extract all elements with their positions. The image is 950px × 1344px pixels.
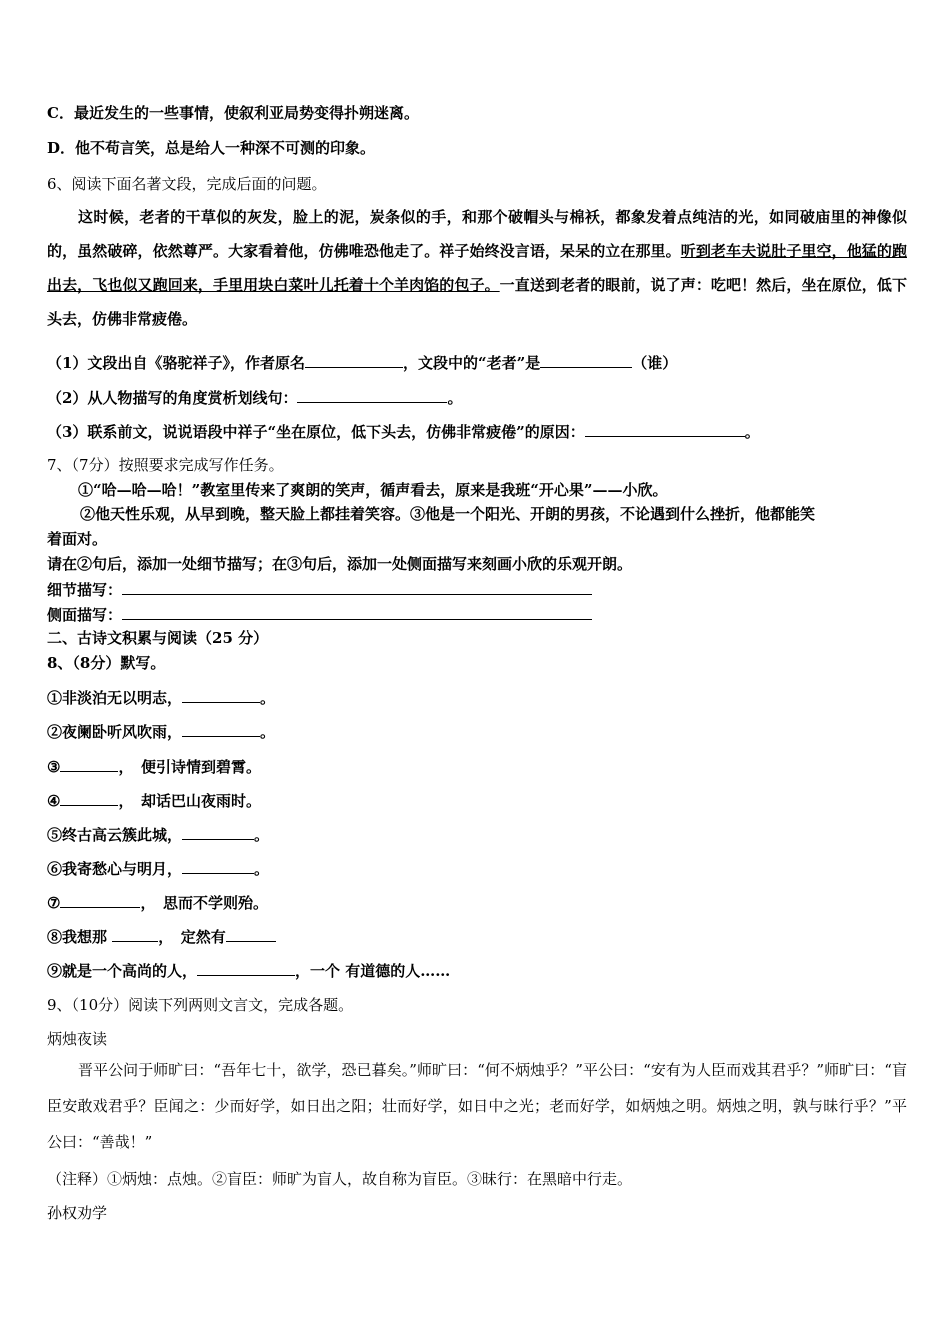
answer-blank[interactable] [60, 756, 118, 772]
q6-passage: 这时候，老者的干草似的灰发，脸上的泥，炭条似的手，和那个破帽头与棉袄，都象发着点纯洁的光，如同破庙里的神像似的，虽然破碎，依然尊严。大家看着他，仿佛唯恐他走了。祥子始终没言语，呆呆的立在那里。听到老车夫说肚子里空，他猛的跑出去，飞也似又跑回来，手里用块白菜叶儿托着十个羊肉馅的包子。一直送到老者的眼前，说了声：吃吧！然后，坐在原位，低下头去，仿佛非常疲倦。 [47, 208, 907, 328]
q8-item-5: ⑤终古高云簇此城， 。 [47, 826, 270, 844]
answer-blank[interactable] [305, 352, 403, 368]
section-2-heading: 二、古诗文积累与阅读（25 分） [47, 629, 269, 647]
q7-instruction: 请在②句后，添加一处细节描写；在③句后，添加一处侧面描写来刻画小欣的乐观开朗。 [47, 555, 633, 573]
q8-item-6: ⑥我寄愁心与明月， 。 [47, 860, 270, 878]
q9-notes: （注释）①炳烛：点烛。②盲臣：师旷为盲人，故自称为盲臣。③昧行：在黑暗中行走。 [47, 1170, 633, 1188]
q7-line3: 着面对。 [47, 530, 108, 548]
option-d: D．他不苟言笑，总是给人一种深不可测的印象。 [47, 139, 376, 157]
q7-side-field: 侧面描写： [47, 604, 906, 625]
q8-item-1: ①非淡泊无以明志， 。 [47, 689, 276, 707]
q7-detail-field: 细节描写： [47, 579, 906, 600]
question-6-title: 6、阅读下面名著文段，完成后面的问题。 [47, 175, 327, 193]
q8-item-7: ⑦ ， 思而不学则殆。 [47, 894, 268, 912]
answer-blank[interactable] [112, 926, 158, 942]
option-c: C．最近发生的一些事情，使叙利亚局势变得扑朔迷离。 [47, 104, 419, 122]
underlined-sentence: 听到老车夫说肚子里空，他猛的跑出去，飞也似又跑回来，手里用块白菜叶儿托着十个羊肉馅的包子。 [47, 242, 907, 294]
answer-blank[interactable] [122, 579, 592, 595]
question-9-title: 9、（10分）阅读下列两则文言文，完成各题。 [47, 996, 354, 1014]
q9-passage: 晋平公问于师旷曰：“吾年七十，欲学，恐已暮矣。”师旷曰：“何不炳烛乎？”平公曰：“安有为人臣而戏其君乎？”师旷曰：“盲臣安敢戏君乎？臣闻之：少而好学，如日出之阳；壮而好学，如日中之光；老而好学，如炳烛之明。炳烛之明，孰与昧行乎？”平公曰：“善哉！” [47, 1061, 907, 1151]
answer-blank[interactable] [182, 858, 254, 874]
q8-item-8: ⑧我想那 ， 定然有 [47, 926, 906, 947]
answer-blank[interactable] [297, 387, 447, 403]
answer-blank[interactable] [182, 687, 260, 703]
q8-item-3: ③ ， 便引诗情到碧霄。 [47, 758, 261, 776]
answer-blank[interactable] [226, 926, 276, 942]
answer-blank[interactable] [122, 604, 592, 620]
q6-sub2: （2）从人物描写的角度赏析划线句： 。 [47, 389, 463, 407]
q6-sub1: （1）文段出自《骆驼祥子》，作者原名 ，文段中的“老者”是 （谁） [47, 354, 678, 372]
answer-blank[interactable] [197, 960, 295, 976]
answer-blank[interactable] [182, 824, 254, 840]
q6-sub3: （3）联系前文，说说语段中祥子“坐在原位，低下头去，仿佛非常疲倦”的原因： 。 [47, 423, 760, 441]
q8-item-9: ⑨就是一个高尚的人， ，一个 有道德的人…… [47, 962, 451, 980]
answer-blank[interactable] [60, 790, 118, 806]
answer-blank[interactable] [60, 892, 140, 908]
q7-line2: ②他天性乐观，从早到晚，整天脸上都挂着笑容。③他是一个阳光、开朗的男孩，不论遇到什么挫折，他都能笑 [80, 505, 816, 523]
answer-blank[interactable] [585, 421, 745, 437]
q8-item-4: ④ ， 却话巴山夜雨时。 [47, 792, 261, 810]
question-8-title: 8、（8分）默写。 [47, 654, 166, 672]
answer-blank[interactable] [182, 721, 260, 737]
q9-subtitle-1: 炳烛夜读 [47, 1030, 108, 1048]
answer-blank[interactable] [540, 352, 632, 368]
q8-item-2: ②夜阑卧听风吹雨， 。 [47, 723, 276, 741]
q7-line1: ①“哈—哈—哈！”教室里传来了爽朗的笑声，循声看去，原来是我班“开心果”——小欣。 [78, 481, 668, 499]
q9-subtitle-2: 孙权劝学 [47, 1204, 108, 1222]
question-7-title: 7、（7分）按照要求完成写作任务。 [47, 456, 284, 474]
